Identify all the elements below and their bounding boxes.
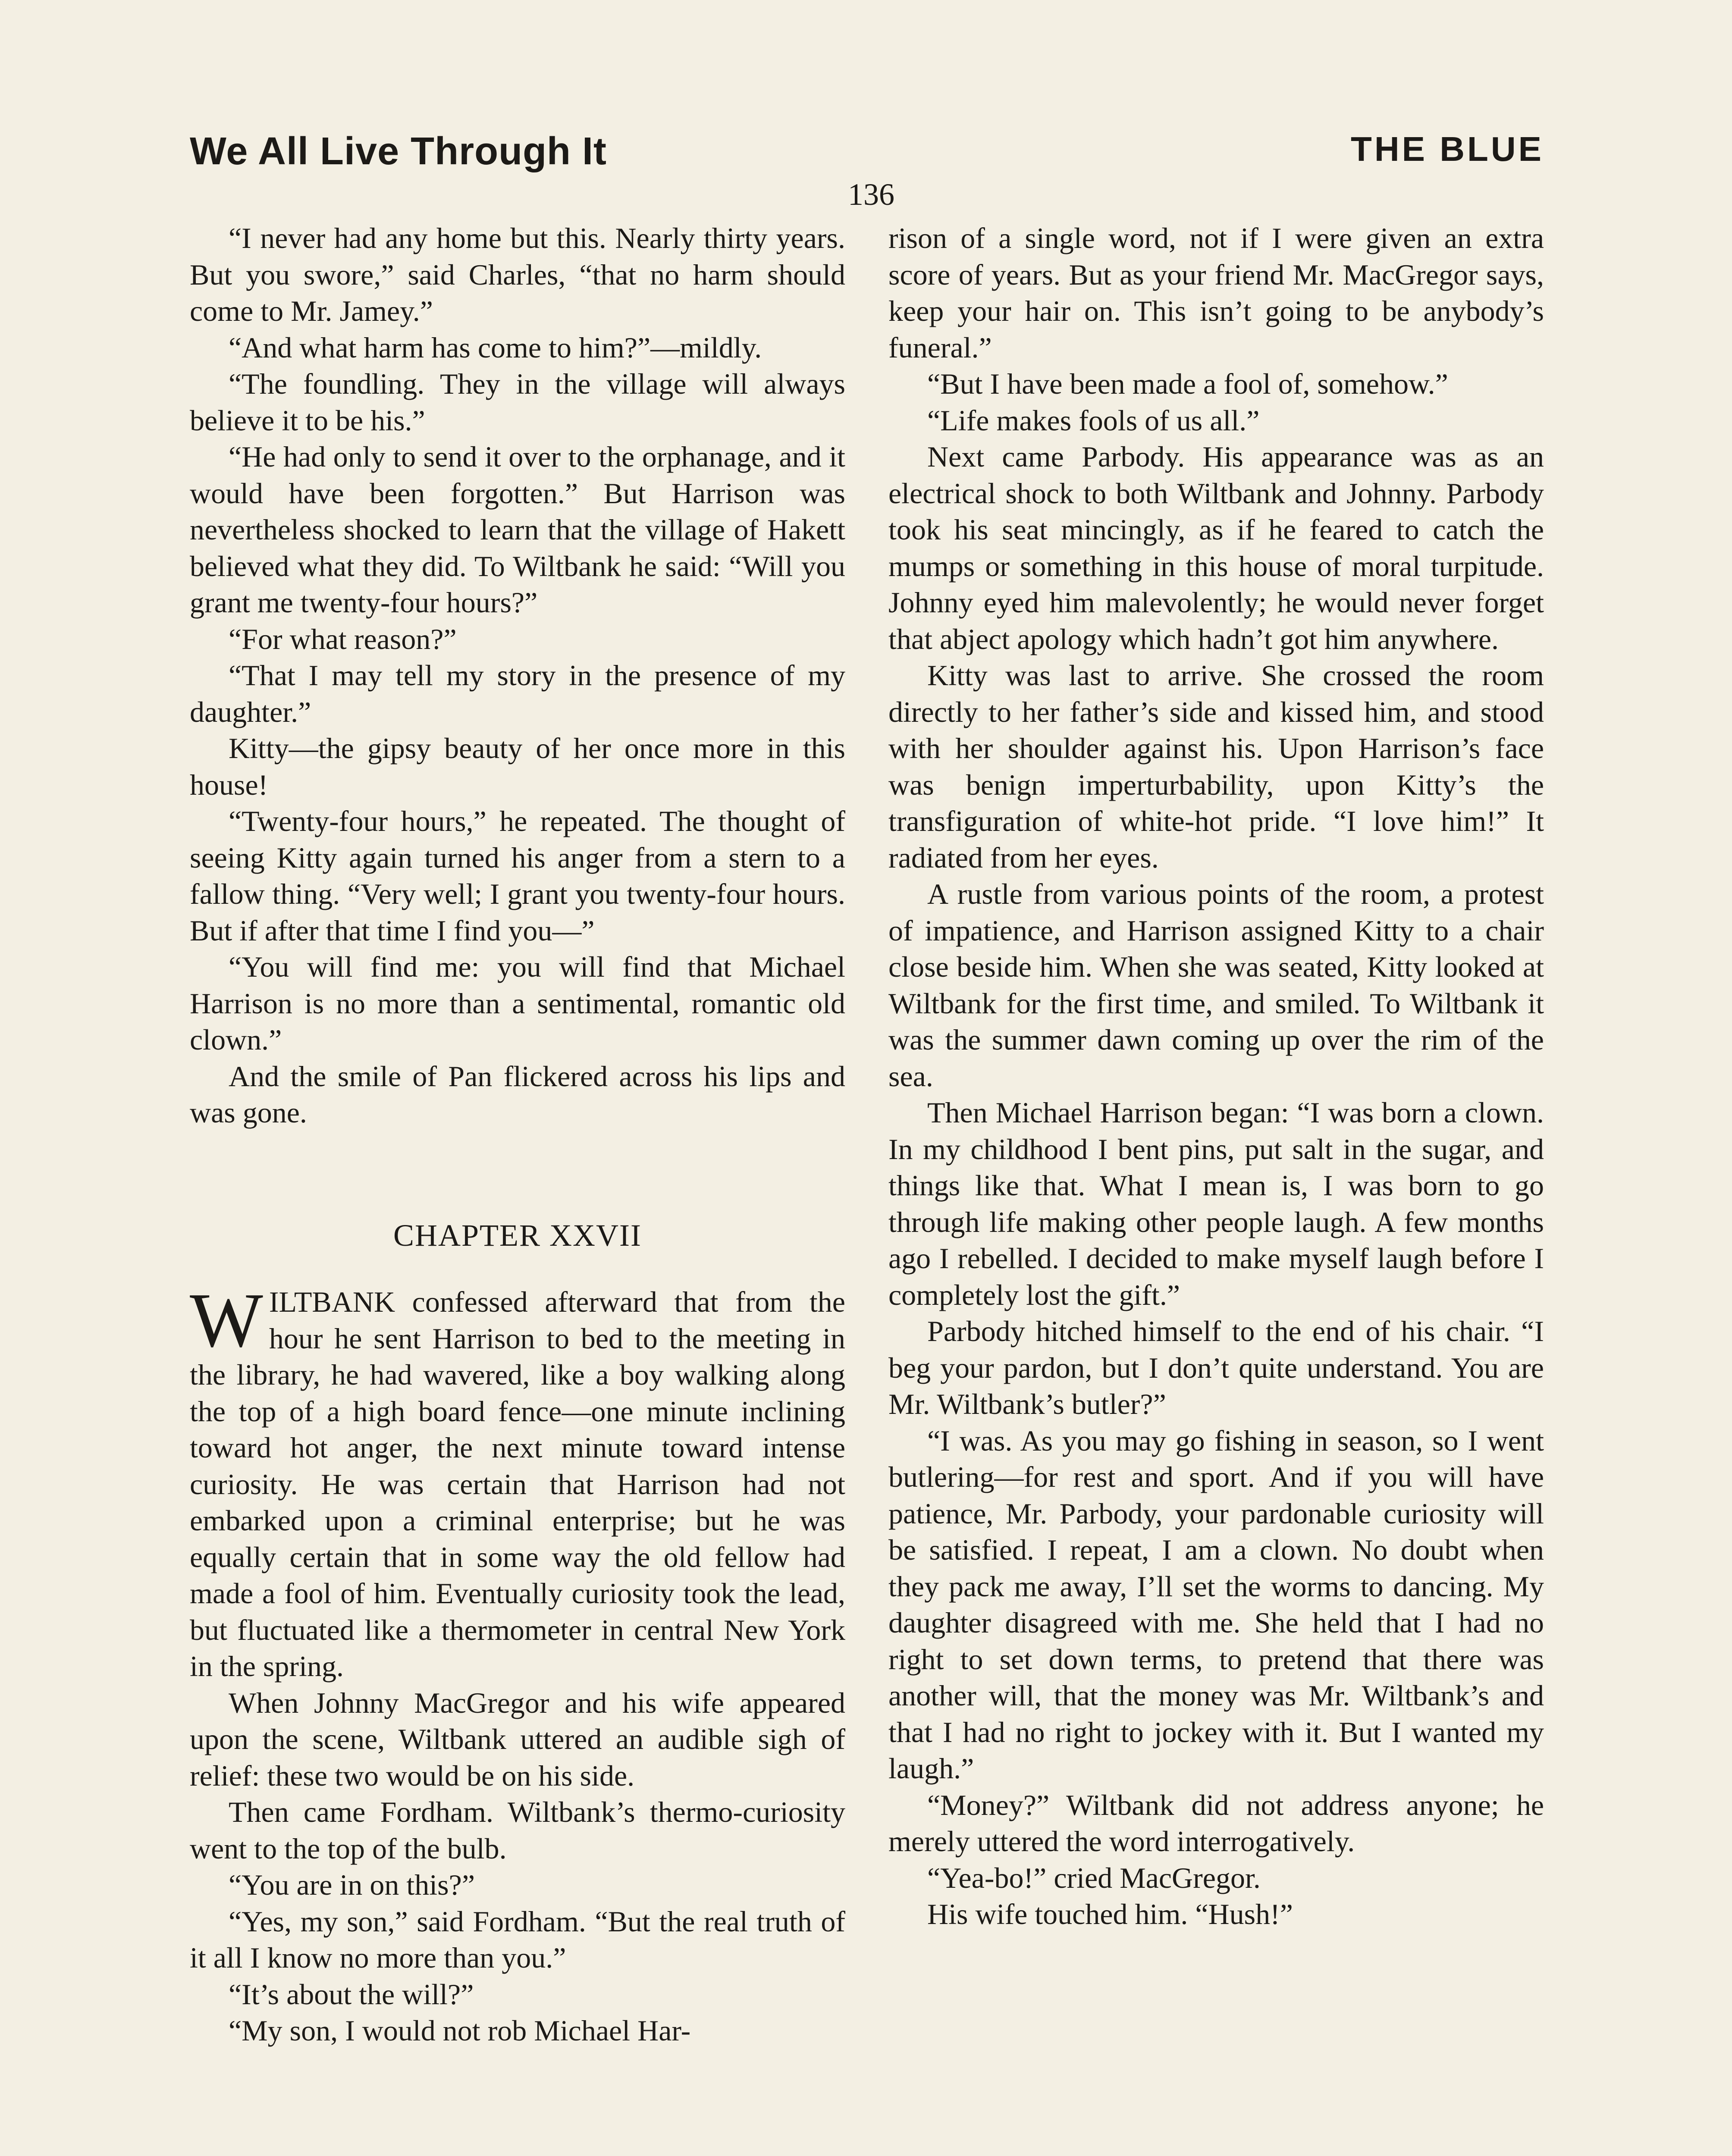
- paragraph: “Money?” Wiltbank did not address anyone; he merely uttered the word interrogatively.: [888, 1788, 1544, 1858]
- left-column: [190, 220, 845, 2156]
- paragraph: Parbody hitched himself to the end of his chair. “I beg your pardon, but I don’t quite understand. You are Mr. Wiltbank’s butler?”: [888, 1315, 1544, 1420]
- chapter-first-paragraph-text: ILTBANK confessed afterward that from the hour he sent Harrison to bed to the meeting in the library, he had wavered, like a boy walking along the top of a high board fence—one minute inclining toward hot anger, the next minute toward intense curiosity. He was certain that Harrison had not embarked upon a criminal enterprise; but he was equally certain that in some way the old fellow had made a fool of him. Eventually curiosity took the lead, but fluctuated like a thermometer in central New York in the spring.: [190, 1285, 845, 1683]
- paragraph: Then came Fordham. Wiltbank’s thermo-curiosity went to the top of the bulb.: [190, 1796, 845, 1865]
- page-number: 136: [848, 177, 894, 212]
- paragraph: “Twenty-four hours,” he repeated. The thought of seeing Kitty again turned his anger from a stern to a fallow thing. “Very well; I grant you twenty-four hours. But if after that time I find you—”: [190, 805, 845, 947]
- paragraph: “That I may tell my story in the presence of my daughter.”: [190, 659, 845, 728]
- paragraph: A rustle from various points of the room, a protest of impatience, and Harrison assigned Kitty to a chair close beside him. When she was seated, Kitty looked at Wiltbank for the first time, and smiled. To Wiltbank it was the summer dawn coming up over the rim of the sea.: [888, 877, 1544, 1093]
- paragraph: “You will find me: you will find that Michael Harrison is no more than a sentimental, romantic old clown.”: [190, 950, 845, 1056]
- paragraph: “I never had any home but this. Nearly thirty years. But you swore,” said Charles, “that no harm should come to Mr. Jamey.”: [190, 222, 845, 327]
- magazine-name: THE BLUE: [1351, 130, 1544, 168]
- drop-cap: W: [190, 1277, 263, 1363]
- chapter-heading: CHAPTER XXVII: [393, 1218, 642, 1253]
- paragraph: “The foundling. They in the village will always believe it to be his.”: [190, 367, 845, 437]
- paragraph: “Life makes fools of us all.”: [927, 404, 1260, 437]
- paragraph: When Johnny MacGregor and his wife appeared upon the scene, Wiltbank uttered an audible sigh of relief: these two would be on his side.: [190, 1686, 845, 1792]
- right-column: [888, 220, 1544, 2156]
- paragraph: “It’s about the will?”: [229, 1977, 474, 2011]
- paragraph: His wife touched him. “Hush!”: [927, 1898, 1293, 1930]
- paragraph: “I was. As you may go fishing in season, so I went butlering—for rest and sport. And if you will have patience, Mr. Parbody, your pardonable curiosity will be satisfied. I repeat, I am a clown. No doubt when they pack me away, I’ll set the worms to dancing. My daughter disagreed with me. She held that I had no right to set down terms, to pretend that there was another will, that the money was Mr. Wiltbank’s and that I had no right to jockey with it. But I wanted my laugh.”: [888, 1424, 1544, 1785]
- paragraph: “He had only to send it over to the orphanage, and it would have been forgotten.” But Harrison was nevertheless shocked to learn that the village of Hakett believed what they did. To Wiltbank he said: “Will you grant me twenty-four hours?”: [190, 440, 845, 619]
- paragraph: Kitty—the gipsy beauty of her once more in this house!: [190, 732, 845, 801]
- chapter-first-paragraph: [190, 1277, 845, 1685]
- paragraph: Kitty was last to arrive. She crossed the room directly to her father’s side and kissed him, and stood with her shoulder against his. Upon Harrison’s face was benign imperturbability, upon Kitty’s the transfiguration of white-hot pride. “I love him!” It radiated from her eyes.: [888, 659, 1544, 874]
- paragraph: “My son, I would not rob Michael Har-: [229, 2014, 691, 2047]
- paragraph: “Yes, my son,” said Fordham. “But the real truth of it all I know no more than you.”: [190, 1905, 845, 1974]
- paragraph: Next came Parbody. His appearance was as an electrical shock to both Wiltbank and Johnny. Parbody took his seat mincingly, as if he feared to catch the mumps or something in this house of moral turpitude. Johnny eyed him malevolently; he would never forget that abject apology which hadn’t got him anywhere.: [888, 440, 1544, 655]
- paragraph: And the smile of Pan flickered across his lips and was gone.: [190, 1059, 845, 1129]
- paragraph: “Yea-bo!” cried MacGregor.: [927, 1861, 1261, 1894]
- paragraph: Then Michael Harrison began: “I was born a clown. In my childhood I bent pins, put salt in the sugar, and things like that. What I mean is, I was born to go through life making other people laugh. A few months ago I rebelled. I decided to make myself laugh before I completely lost the gift.”: [888, 1096, 1544, 1311]
- paragraph: “You are in on this?”: [229, 1868, 475, 1901]
- paragraph: “And what harm has come to him?”—mildly.: [229, 331, 762, 364]
- paragraph: “But I have been made a fool of, somehow.”: [927, 367, 1448, 400]
- text-columns: [190, 220, 1544, 2156]
- paragraph-continued: rison of a single word, not if I were given an extra score of years. But as your friend Mr. MacGregor says, keep your hair on. This isn’t going to be anybody’s funeral.”: [888, 222, 1544, 364]
- paragraph: “For what reason?”: [229, 622, 457, 655]
- running-title: We All Live Through It: [190, 130, 607, 173]
